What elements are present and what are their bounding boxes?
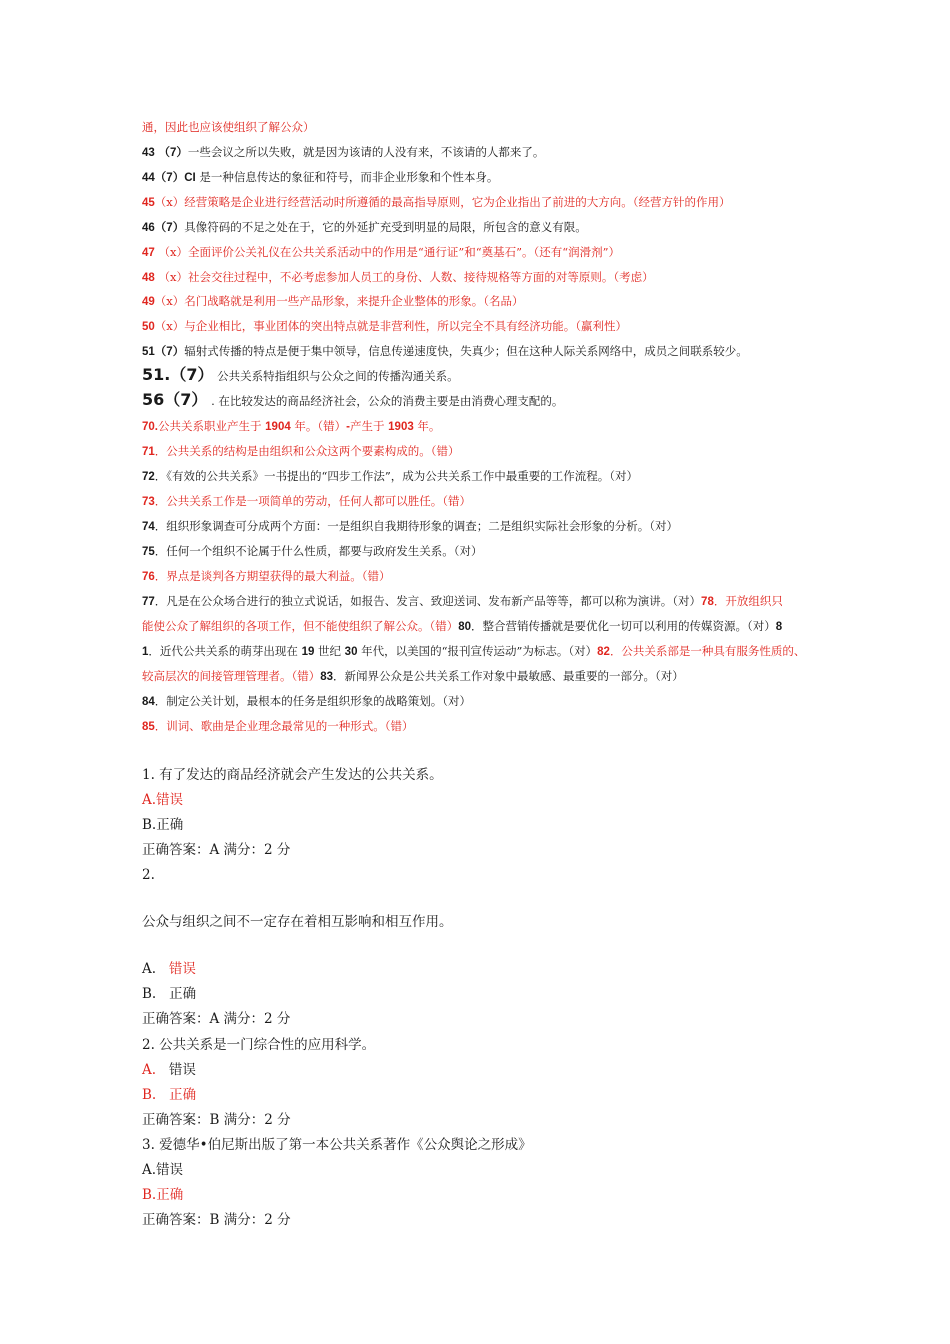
tf-item-75: 75．任何一个组织不论属于什么性质，都要与政府发生关系。（对） xyxy=(142,544,483,558)
quiz-q4-option-b: B.正确 xyxy=(142,1187,184,1203)
quiz-question-3: 2. 公共关系是一门综合性的应用科学。 xyxy=(142,1037,376,1053)
quiz-q4-option-a: A.错误 xyxy=(142,1162,184,1178)
tf-item-73: 73．公共关系工作是一项简单的劳动，任何人都可以胜任。（错） xyxy=(142,494,472,508)
tf-item-43: 43 （7）一些会议之所以失败，就是因为该请的人没有来，不该请的人都来了。 xyxy=(142,145,545,159)
quiz-q2-option-b: B. 正确 xyxy=(142,986,197,1002)
quiz-question-4: 3. 爱德华•伯尼斯出版了第一本公共关系著作《公众舆论之形成》 xyxy=(142,1137,532,1153)
tf-item-78-80: 能使公众了解组织的各项工作，但不能使组织了解公众。（错）80．整合营销传播就是要优化一切可以利用的传媒资源。（对）8 xyxy=(142,619,783,633)
quiz-q1-answer: 正确答案：A 满分：2 分 xyxy=(142,842,291,858)
tf-item-74: 74．组织形象调查可分成两个方面：一是组织自我期待形象的调查；二是组织实际社会形象的分析。（对） xyxy=(142,519,679,533)
tf-item-44: 44（7）CI 是一种信息传达的象征和符号，而非企业形象和个性本身。 xyxy=(142,170,499,184)
tf-item-51b: 51.（7） 公共关系特指组织与公众之间的传播沟通关系。 xyxy=(142,365,459,384)
quiz-question-2-number: 2. xyxy=(142,867,155,883)
tf-item-77-78: 77．凡是在公众场合进行的独立式说话，如报告、发言、致迎送词、发布新产品等等，都可以称为演讲。（对）78．开放组织只 xyxy=(142,594,783,608)
tf-item-49: 49（x）名门战略就是利用一些产品形象，来提升企业整体的形象。（名品） xyxy=(142,294,524,308)
tf-item-48: 48 （x）社会交往过程中，不必考虑参加人员工的身份、人数、接待规格等方面的对等原则。（考虑） xyxy=(142,270,654,284)
tf-item-82-83: 较高层次的间接管理管理者。（错）83．新闻界公众是公共关系工作对象中最敏感、最重要的一部分。（对） xyxy=(142,669,684,683)
quiz-q1-option-a: A.错误 xyxy=(142,792,184,808)
tf-item-70: 70.公共关系职业产生于 1904 年。（错）-产生于 1903 年。 xyxy=(142,419,441,433)
quiz-q2-answer: 正确答案：A 满分：2 分 xyxy=(142,1011,291,1027)
quiz-q3-option-a: A. 错误 xyxy=(142,1062,196,1078)
tf-item-84: 84．制定公关计划，最根本的任务是组织形象的战略策划。（对） xyxy=(142,694,472,708)
quiz-q1-option-b: B.正确 xyxy=(142,817,184,833)
quiz-q2-option-a: A. 错误 xyxy=(142,961,196,977)
tf-item-76: 76．界点是谈判各方期望获得的最大利益。（错） xyxy=(142,569,391,583)
tf-item-81-82: 1．近代公共关系的萌芽出现在 19 世纪 30 年代，以美国的“报刊宣传运动”为标志。（对）82．公共关系部是一种具有服务性质的、 xyxy=(142,644,806,658)
quiz-question-1: 1. 有了发达的商品经济就会产生发达的公共关系。 xyxy=(142,767,443,783)
tf-item-71: 71．公共关系的结构是由组织和公众这两个要素构成的。（错） xyxy=(142,444,460,458)
tf-item-47: 47 （x）全面评价公关礼仪在公共关系活动中的作用是“通行证”和“奠基石”。（还有“润滑剂”） xyxy=(142,245,620,259)
quiz-q4-answer: 正确答案：B 满分：2 分 xyxy=(142,1212,291,1228)
quiz-q3-option-b: B. 正确 xyxy=(142,1087,197,1103)
tf-item-56: 56（7） . 在比较发达的商品经济社会，公众的消费主要是由消费心理支配的。 xyxy=(142,390,564,409)
tf-item-46: 46（7）具像符码的不足之处在于，它的外延扩充受到明显的局限，所包含的意义有限。 xyxy=(142,220,587,234)
quiz-question-2: 公众与组织之间不一定存在着相互影响和相互作用。 xyxy=(142,914,453,930)
tf-item-51: 51（7）辐射式传播的特点是便于集中领导，信息传递速度快，失真少；但在这种人际关系网络中，成员之间联系较少。 xyxy=(142,344,748,358)
tf-item-50: 50（x）与企业相比，事业团体的突出特点就是非营利性，所以完全不具有经济功能。（赢利性） xyxy=(142,319,628,333)
tf-item-85: 85．训词、歌曲是企业理念最常见的一种形式。（错） xyxy=(142,719,414,733)
tf-item-45: 45（x）经营策略是企业进行经营活动时所遵循的最高指导原则，它为企业指出了前进的大方向。（经营方针的作用） xyxy=(142,195,731,209)
tf-line-continuation: 通，因此也应该使组织了解公众） xyxy=(142,120,315,134)
tf-item-72: 72．《有效的公共关系》一书提出的“四步工作法”，成为公共关系工作中最重要的工作流程。（对） xyxy=(142,469,639,483)
quiz-q3-answer: 正确答案：B 满分：2 分 xyxy=(142,1112,291,1128)
